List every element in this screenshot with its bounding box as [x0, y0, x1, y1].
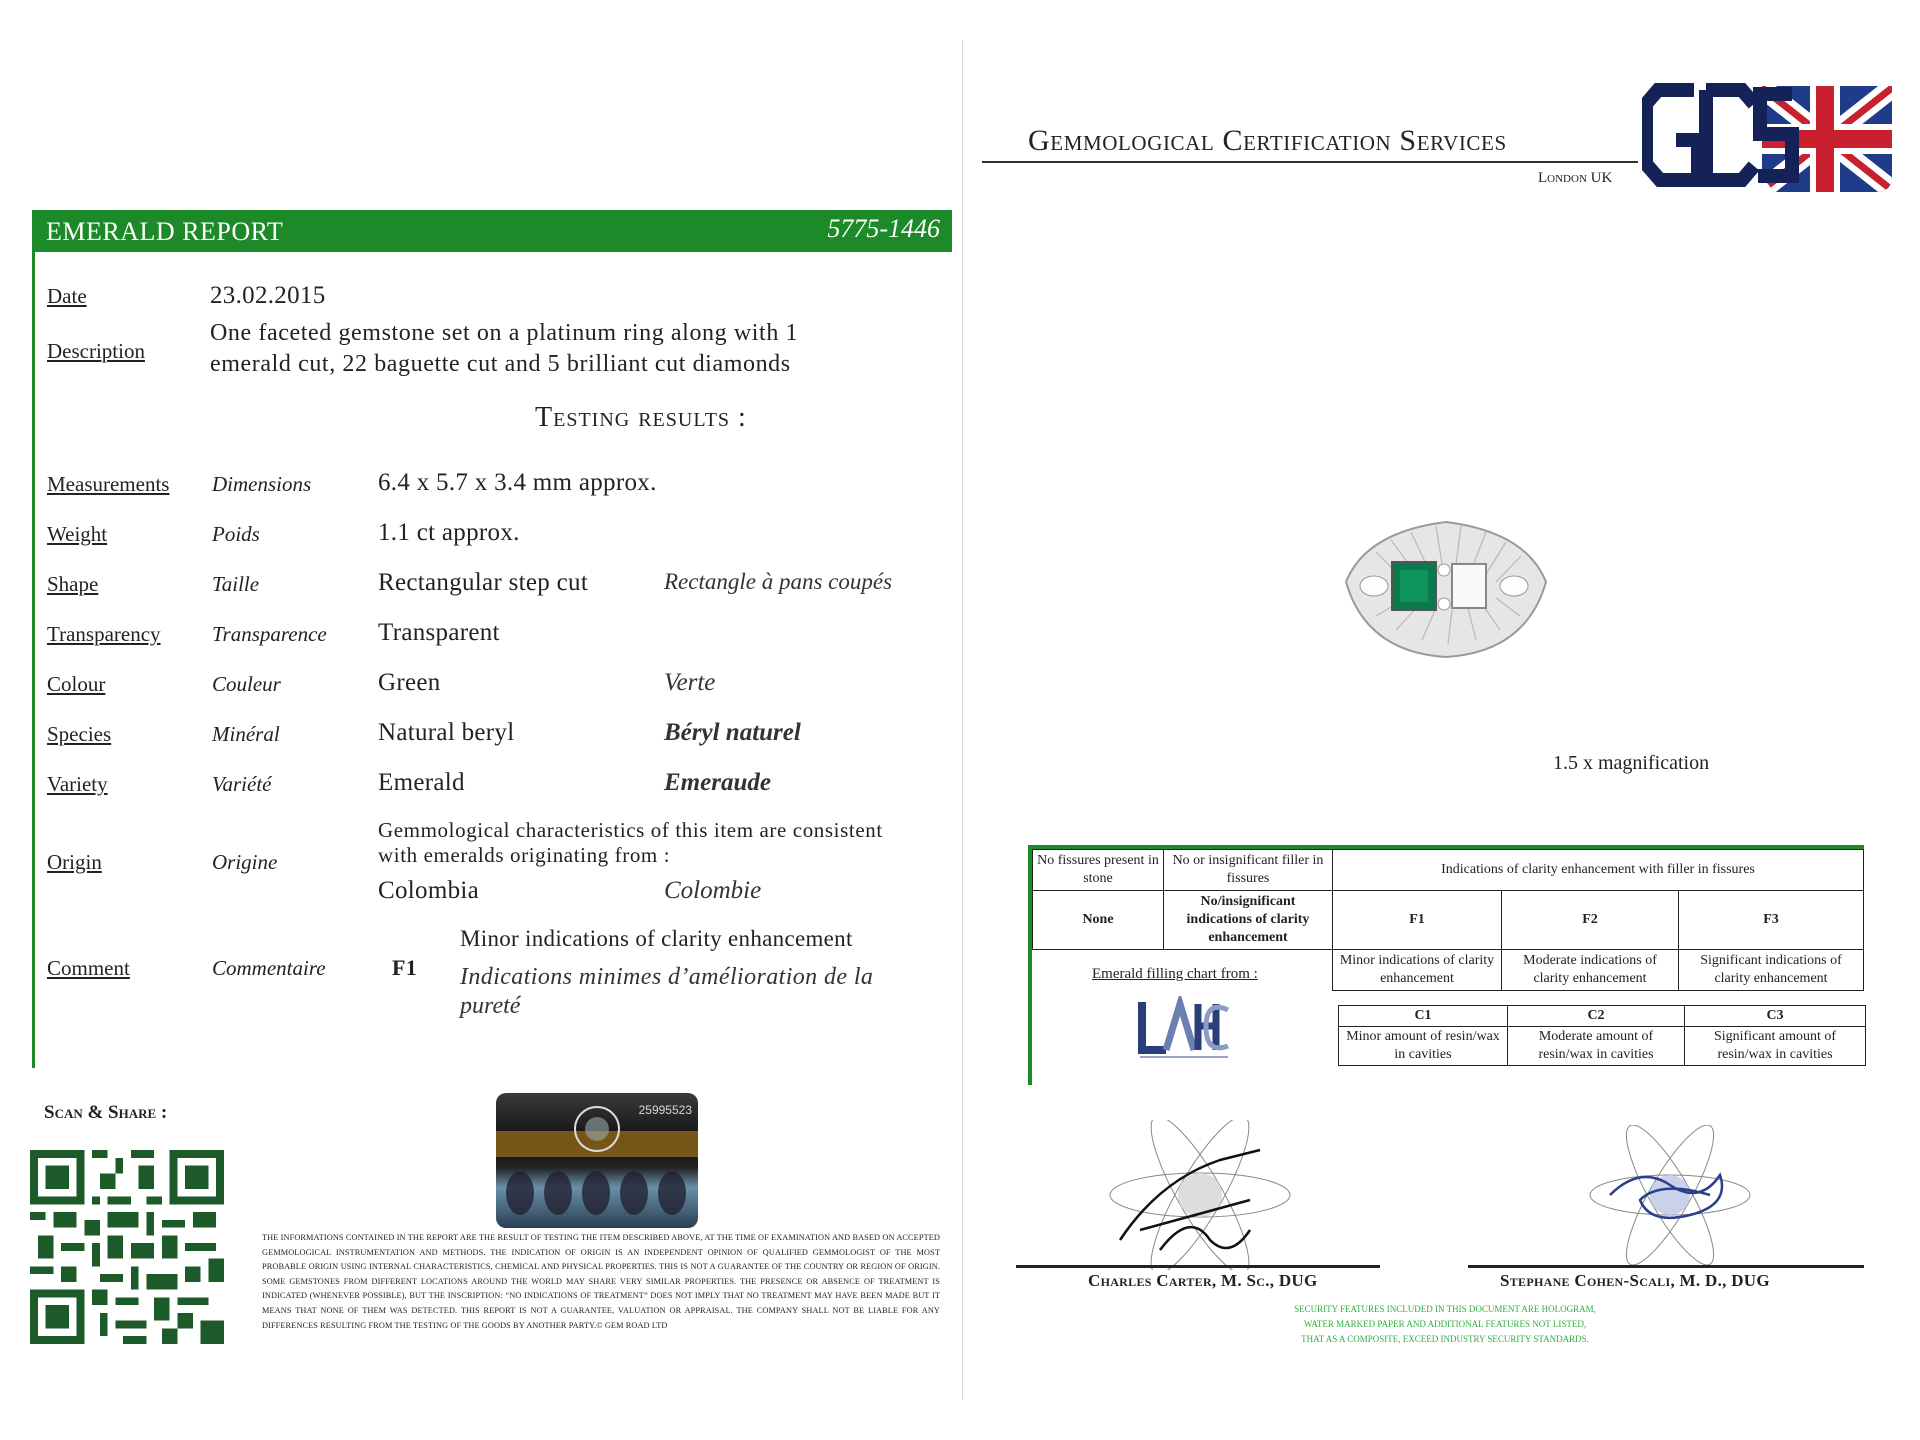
gcs-logo-icon [1642, 80, 1896, 198]
lhc-logo-icon [1136, 996, 1232, 1064]
comment-grade: F1 [392, 955, 418, 980]
row-label: Variety [47, 772, 108, 796]
row-value: Emerald [378, 769, 465, 796]
origin-label: Origin [47, 850, 102, 874]
cell-c2-desc: Moderate amount of resin/wax in cavities [1508, 1027, 1685, 1066]
row-label-fr: Transparence [212, 622, 327, 646]
signatory-1: Charles Carter, M. Sc., DUG [1088, 1271, 1318, 1290]
row-label: Species [47, 722, 112, 746]
ring-photo [1336, 512, 1556, 662]
row-value: Green [378, 669, 441, 696]
cell-c1-desc: Minor amount of resin/wax in cavities [1339, 1027, 1508, 1066]
signature-line-1 [1016, 1265, 1380, 1268]
company-rule [982, 161, 1638, 163]
cell-f2: F2 [1502, 891, 1679, 950]
row-label-fr: Dimensions [212, 472, 312, 496]
company-location: London UK [1538, 170, 1613, 186]
left-green-rule [32, 252, 35, 1068]
row-value-fr: Rectangle à pans coupés [664, 569, 893, 594]
cell-c3-desc: Significant amount of resin/wax in cavities [1685, 1027, 1866, 1066]
row-label: Transparency [47, 622, 161, 646]
row-value-fr: Béryl naturel [664, 719, 801, 746]
hologram-number: 25995523 [638, 1103, 692, 1117]
comment-text-fr-line-1: Indications minimes d’amélioration de la [460, 964, 874, 990]
comment-text: Minor indications of clarity enhancement [460, 926, 853, 951]
row-value: Rectangular step cut [378, 569, 589, 596]
cavity-chart-table [1338, 1005, 1866, 1066]
row-value-fr: Emeraude [664, 769, 771, 796]
cell-f3: F3 [1679, 891, 1864, 950]
cell-c2: C2 [1508, 1006, 1685, 1027]
row-label-fr: Poids [212, 522, 260, 546]
page-divider [962, 40, 963, 1400]
cell-f2-desc: Moderate indications of clarity enhancement [1502, 950, 1679, 991]
row-value-fr: Verte [664, 669, 716, 696]
header-no-fissures: No fissures present in stone [1033, 850, 1164, 891]
description-line-2: emerald cut, 22 baguette cut and 5 brilliant cut diamonds [210, 351, 791, 377]
cell-f3-desc: Significant indications of clarity enhancement [1679, 950, 1864, 991]
magnification-caption: 1.5 x magnification [1553, 752, 1710, 774]
scan-share-title: Scan & Share : [44, 1102, 168, 1123]
cell-f1-desc: Minor indications of clarity enhancement [1333, 950, 1502, 991]
row-label: Shape [47, 572, 99, 596]
description-line-1: One faceted gemstone set on a platinum ring along with 1 [210, 320, 799, 346]
row-value: Natural beryl [378, 719, 515, 746]
cell-none: None [1033, 891, 1164, 950]
signature-icon [1100, 1120, 1300, 1275]
row-value: 1.1 ct approx. [378, 519, 520, 546]
header-no-filler: No or insignificant filler in fissures [1164, 850, 1333, 891]
signatory-2: Stephane Cohen-Scali, M. D., DUG [1500, 1271, 1770, 1290]
security-line-1: SECURITY FEATURES INCLUDED IN THIS DOCUMENT ARE HOLOGRAM, [1294, 1304, 1596, 1314]
testing-results-title: Testing results : [535, 402, 747, 433]
row-label-fr: Taille [212, 572, 260, 596]
row-label: Weight [47, 522, 108, 546]
comment-label-fr: Commentaire [212, 956, 326, 980]
row-value: 6.4 x 5.7 x 3.4 mm approx. [378, 469, 657, 496]
row-label-fr: Variété [212, 772, 272, 796]
comment-text-fr-line-2: pureté [460, 993, 521, 1019]
comment-label: Comment [47, 956, 130, 980]
chart-from-label: Emerald filling chart from : [1092, 966, 1258, 982]
signature-icon [1580, 1125, 1760, 1270]
security-note [1180, 1302, 1710, 1347]
row-label-fr: Minéral [212, 722, 280, 746]
origin-label-fr: Origine [212, 850, 278, 874]
disclaimer-text: THE INFORMATIONS CONTAINED IN THE REPORT ARE THE RESULT OF TESTING THE ITEM DESCRIBED ABOVE, AT THE TIME OF EXAMINATION AND BASED ON ACCEPTED GEMMOLOGICAL INSTRUMENTATION AND METHODS. THE INDICATION OF ORIGIN IS AN INDEPENDENT OPINION OF QUALIFIED GEMMOLOGIST OF THE MOST PROBABLE ORIGIN USING INTERNAL CHARACTERISTICS, CHEMICAL AND PHYSICAL PROPERTIES. THIS IS NOT A GUARANTEE OF THE COUNTRY OR REGION OF ORIGIN. SOME GEMSTONES FROM DIFFERENT LOCATIONS AROUND THE WORLD MAY SHARE VERY SIMILAR PROPERTIES. THE PRESENCE OR ABSENCE OF TREATMENT IS INDICATED (WHENEVER POSSIBLE), BUT THE INSCRIPTION: “NO INDICATIONS OF TREATMENT” DOES NOT IMPLY THAT NO TREATMENT MAY HAVE BEEN MADE BUT IT MEANS THAT NONE OF THEM WAS DETECTED. THIS REPORT IS NOT A GUARANTEE, VALUATION OR APPRAISAL. THE COMPANY SHALL NOT BE LIABLE FOR ANY DIFFERENCES RESULTING FROM THE TESTING OF THE GOODS BY ANOTHER PARTY.© GEM ROAD LTD [262, 1233, 940, 1330]
qr-code-icon[interactable] [30, 1150, 224, 1344]
hologram-seal-icon [496, 1093, 698, 1228]
cell-c1: C1 [1339, 1006, 1508, 1027]
report-number: 5775-1446 [827, 214, 940, 243]
origin-value: Colombia [378, 877, 480, 904]
date-value: 23.02.2015 [210, 282, 326, 309]
cell-c3: C3 [1685, 1006, 1866, 1027]
origin-note-line-2: with emeralds originating from : [378, 843, 671, 867]
cell-f1: F1 [1333, 891, 1502, 950]
row-label: Measurements [47, 472, 170, 496]
security-line-3: THAT AS A COMPOSITE, EXCEED INDUSTRY SECURITY STANDARDS. [1301, 1334, 1589, 1344]
cell-no-insignificant: No/insignificant indications of clarity enhancement [1164, 891, 1333, 950]
row-value: Transparent [378, 619, 500, 646]
report-title: EMERALD REPORT [46, 217, 284, 246]
date-label: Date [47, 284, 87, 308]
origin-note-line-1: Gemmological characteristics of this item are consistent [378, 818, 883, 842]
description-label: Description [47, 339, 145, 363]
signature-line-2 [1468, 1265, 1864, 1268]
row-label-fr: Couleur [212, 672, 281, 696]
row-label: Colour [47, 672, 106, 696]
company-name: Gemmological Certification Services [1028, 124, 1507, 157]
security-line-2: WATER MARKED PAPER AND ADDITIONAL FEATURES NOT LISTED, [1303, 1319, 1587, 1329]
origin-value-fr: Colombie [664, 877, 762, 904]
header-indications: Indications of clarity enhancement with filler in fissures [1333, 850, 1864, 891]
